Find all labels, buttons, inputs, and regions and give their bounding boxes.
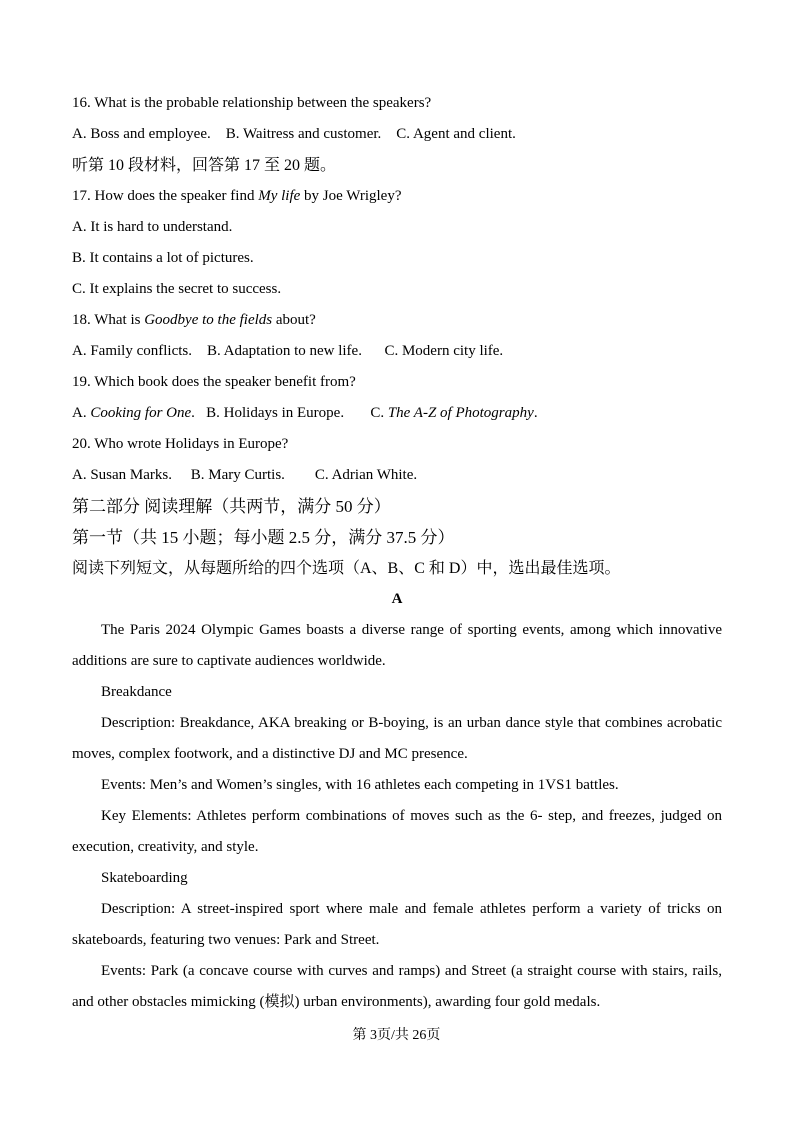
question-20-options: A. Susan Marks. B. Mary Curtis. C. Adrian White.	[72, 467, 418, 483]
breakdance-events: Events: Men’s and Women’s singles, with 16 athletes each competing in 1VS1 battles.	[101, 777, 619, 793]
page-number: 第 3页/共 26页	[352, 1028, 441, 1043]
question-16-options: A. Boss and employee. B. Waitress and customer. C. Agent and client.	[72, 126, 516, 142]
question-17-option-a: A. It is hard to understand.	[72, 219, 233, 235]
question-17: 17. How does the speaker find My life by Joe Wrigley?	[72, 188, 402, 204]
page-content	[72, 88, 722, 1018]
section-2-heading: 第二部分 阅读理解（共两节，满分 50 分）	[72, 497, 391, 516]
breakdance-description: Description: Breakdance, AKA breaking or B-boying, is an urban dance style that combines acrobatic moves, complex footwork, and a distinctive DJ and MC presence.	[72, 715, 722, 762]
passage-a-intro: The Paris 2024 Olympic Games boasts a diverse range of sporting events, among which innovative additions are sure to captivate audiences worldwide.	[72, 622, 722, 669]
question-18: 18. What is Goodbye to the fields about?	[72, 312, 316, 328]
reading-instruction: 阅读下列短文，从每题所给的四个选项（A、B、C 和 D）中，选出最佳选项。	[72, 560, 621, 577]
question-19-options: A. Cooking for One. B. Holidays in Europe. C. The A-Z of Photography.	[72, 405, 538, 421]
question-17-option-c: C. It explains the secret to success.	[72, 281, 282, 297]
breakdance-key-elements: Key Elements: Athletes perform combinations of moves such as the 6- step, and freezes, judged on execution, creativity, and style.	[72, 808, 722, 855]
skateboarding-events: Events: Park (a concave course with curves and ramps) and Street (a straight course with stairs, rails, and other obstacles mimicking (模拟) urban environments), awarding four gold medals.	[72, 963, 722, 1010]
question-16: 16. What is the probable relationship between the speakers?	[72, 95, 432, 111]
question-19: 19. Which book does the speaker benefit from?	[72, 374, 356, 390]
page-footer	[0, 1024, 793, 1044]
skateboarding-heading: Skateboarding	[101, 870, 188, 886]
question-20: 20. Who wrote Holidays in Europe?	[72, 436, 289, 452]
question-18-options: A. Family conflicts. B. Adaptation to new life. C. Modern city life.	[72, 343, 504, 359]
passage-a-label: A	[391, 591, 403, 607]
skateboarding-description: Description: A street-inspired sport where male and female athletes perform a variety of tricks on skateboards, featuring two venues: Park and Street.	[72, 901, 722, 948]
section-2-part-1-heading: 第一节（共 15 小题；每小题 2.5 分，满分 37.5 分）	[72, 528, 455, 547]
breakdance-heading: Breakdance	[101, 684, 172, 700]
question-17-option-b: B. It contains a lot of pictures.	[72, 250, 254, 266]
listening-section-10-instruction: 听第 10 段材料，回答第 17 至 20 题。	[72, 157, 337, 174]
